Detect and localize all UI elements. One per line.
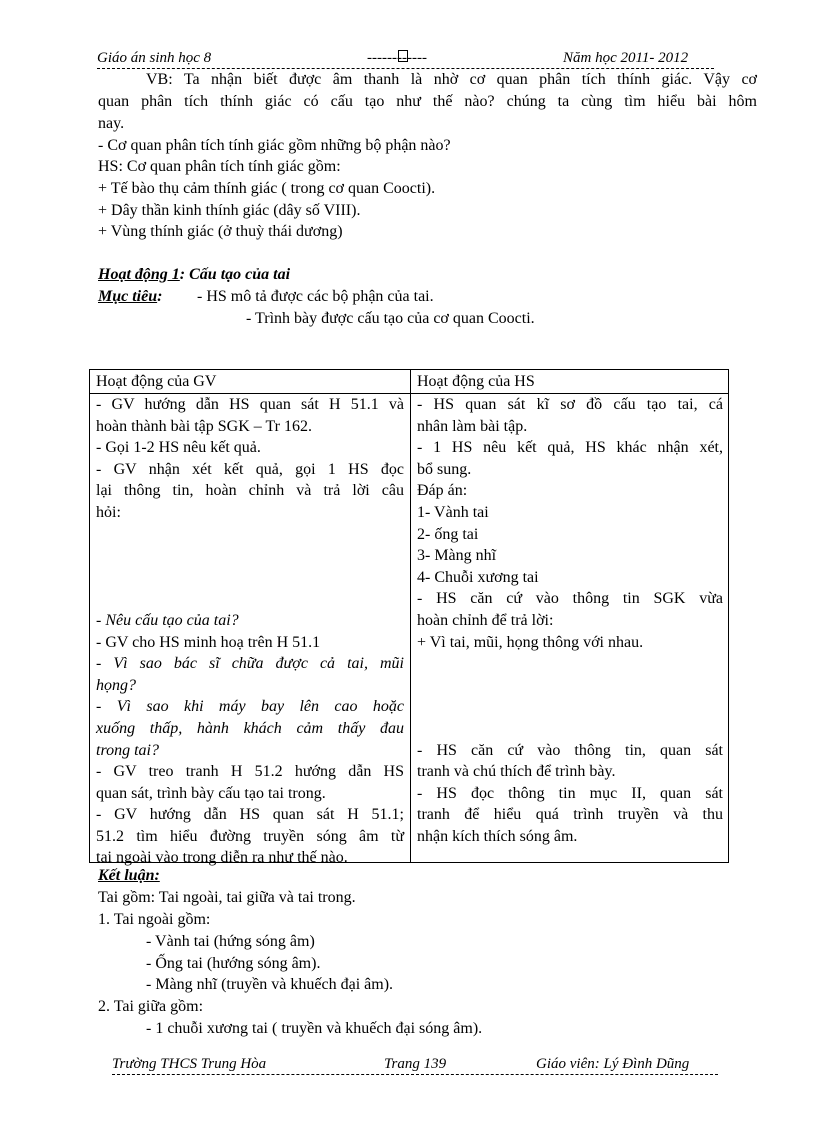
hs-line: 1- Vành tai — [417, 503, 489, 521]
hs-line: - HS đọc thông tin mục II, quan sát — [417, 784, 723, 802]
footer-page-number: Trang 139 — [384, 1056, 447, 1072]
conclusion-line: Tai gồm: Tai ngoài, tai giữa và tai trong. — [98, 889, 356, 906]
gv-line: xuống thấp, hành khách cảm thấy đau — [96, 719, 404, 737]
col-header-hs: Hoạt động của HS — [417, 373, 535, 390]
intro-item-1: + Tế bào thụ cảm thính giác ( trong cơ quan Coocti). — [98, 180, 436, 197]
col-header-gv: Hoạt động của GV — [96, 373, 217, 390]
hs-line: - HS căn cứ vào thông tin, quan sát — [417, 741, 723, 759]
gv-line: - GV hướng dẫn HS quan sát H 51.1; — [96, 806, 404, 824]
hs-line: Đáp án: — [417, 482, 468, 500]
hs-line: + Vì tai, mũi, họng thông với nhau. — [417, 633, 644, 651]
hs-line: 3- Màng nhĩ — [417, 547, 497, 565]
conclusion-line: - Vành tai (hứng sóng âm) — [146, 933, 315, 950]
gv-line: - Gọi 1-2 HS nêu kết quả. — [96, 439, 261, 457]
intro-line-1: VB: Ta nhận biết được âm thanh là nhờ cơ quan phân tích thính giác. Vậy cơ — [146, 71, 757, 88]
hs-line: nhân làm bài tập. — [417, 417, 528, 435]
conclusion-line: 1. Tai ngoài gồm: — [98, 911, 211, 928]
objective-2: - Trình bày được cấu tạo của cơ quan Coocti. — [246, 310, 535, 327]
intro-line-3: nay. — [98, 115, 125, 132]
hs-line: tranh và chú thích để trình bày. — [417, 763, 616, 781]
gv-line: 51.2 tìm hiểu đường truyền sóng âm từ — [96, 827, 404, 845]
gv-spacer — [96, 524, 404, 610]
gv-line: - GV hướng dẫn HS quan sát H 51.1 và — [96, 396, 404, 413]
footer-teacher: Giáo viên: Lý Đình Dũng — [536, 1056, 690, 1072]
gv-column — [96, 394, 404, 869]
intro-question: - Cơ quan phân tích tính giác gồm những bộ phận nào? — [98, 137, 451, 154]
gv-line: họng? — [96, 676, 136, 694]
page-header — [97, 50, 714, 69]
objective-label: Mục tiêu: — [98, 288, 163, 305]
hs-spacer — [417, 653, 723, 739]
gv-line: - GV treo tranh H 51.2 hướng dẫn HS — [96, 763, 404, 781]
intro-line-2: quan phân tích thính giác có cấu tạo như thế nào? chúng ta cùng tìm hiểu bài hôm — [98, 93, 757, 110]
gv-line: - Vì sao bác sĩ chữa được cả tai, mũi — [96, 655, 404, 673]
hs-line: - 1 HS nêu kết quả, HS khác nhận xét, — [417, 439, 723, 457]
table-divider — [410, 370, 411, 862]
gv-line: trong tai? — [96, 741, 159, 759]
header-subject: Giáo án sinh học 8 — [97, 50, 212, 66]
hs-line: nhận kích thích sóng âm. — [417, 827, 578, 845]
gv-line: quan sát, trình bày cấu tạo tai trong. — [96, 784, 326, 802]
header-school-year: Năm học 2011- 2012 — [563, 50, 689, 66]
hs-line: hoàn chỉnh để trả lời: — [417, 611, 554, 629]
hs-column — [417, 394, 723, 847]
page-footer — [112, 1056, 718, 1075]
activity-table — [89, 369, 729, 867]
objective-1: - HS mô tả được các bộ phận của tai. — [197, 288, 434, 305]
hs-line: 2- ống tai — [417, 525, 479, 543]
gv-line: - GV nhận xét kết quả, gọi 1 HS đọc — [96, 460, 404, 478]
gv-line: tai ngoài vào trong diễn ra như thế nào. — [96, 849, 348, 867]
gv-line: hỏi: — [96, 503, 121, 521]
intro-item-3: + Vùng thính giác (ở thuỳ thái dương) — [98, 223, 343, 240]
hs-line: - HS căn cứ vào thông tin SGK vừa — [417, 590, 723, 608]
hs-line: 4- Chuỗi xương tai — [417, 568, 539, 586]
hs-line: bổ sung. — [417, 460, 472, 478]
conclusion-line: - Màng nhĩ (truyền và khuếch đại âm). — [146, 976, 394, 993]
gv-line: lại thông tin, hoàn chỉnh và trả lời câu — [96, 482, 404, 500]
hs-line: tranh để hiểu quá trình truyền và thu — [417, 806, 723, 824]
gv-line: - Nêu cấu tạo của tai? — [96, 611, 239, 629]
conclusion-line: - Ống tai (hướng sóng âm). — [146, 955, 321, 972]
gv-line: - Vì sao khi máy bay lên cao hoặc — [96, 698, 404, 716]
activity-title: Hoạt động 1: Cấu tạo của tai — [98, 266, 291, 283]
gv-line: - GV cho HS minh hoạ trên H 51.1 — [96, 633, 321, 651]
conclusion-title: Kết luận: — [98, 867, 160, 884]
conclusion-line: - 1 chuỗi xương tai ( truyền và khuếch đại sóng âm). — [146, 1020, 483, 1037]
intro-answer: HS: Cơ quan phân tích tính giác gồm: — [98, 158, 341, 175]
hs-line: - HS quan sát kĩ sơ đồ cấu tạo tai, cá — [417, 396, 723, 413]
conclusion-line: 2. Tai giữa gồm: — [98, 998, 204, 1015]
intro-item-2: + Dây thần kinh thính giác (dây số VIII). — [98, 202, 361, 219]
square-glyph-icon — [398, 50, 408, 62]
gv-line: hoàn thành bài tập SGK – Tr 162. — [96, 417, 312, 435]
header-center: ------ ------ — [367, 50, 427, 66]
footer-school: Trường THCS Trung Hòa — [112, 1056, 267, 1072]
